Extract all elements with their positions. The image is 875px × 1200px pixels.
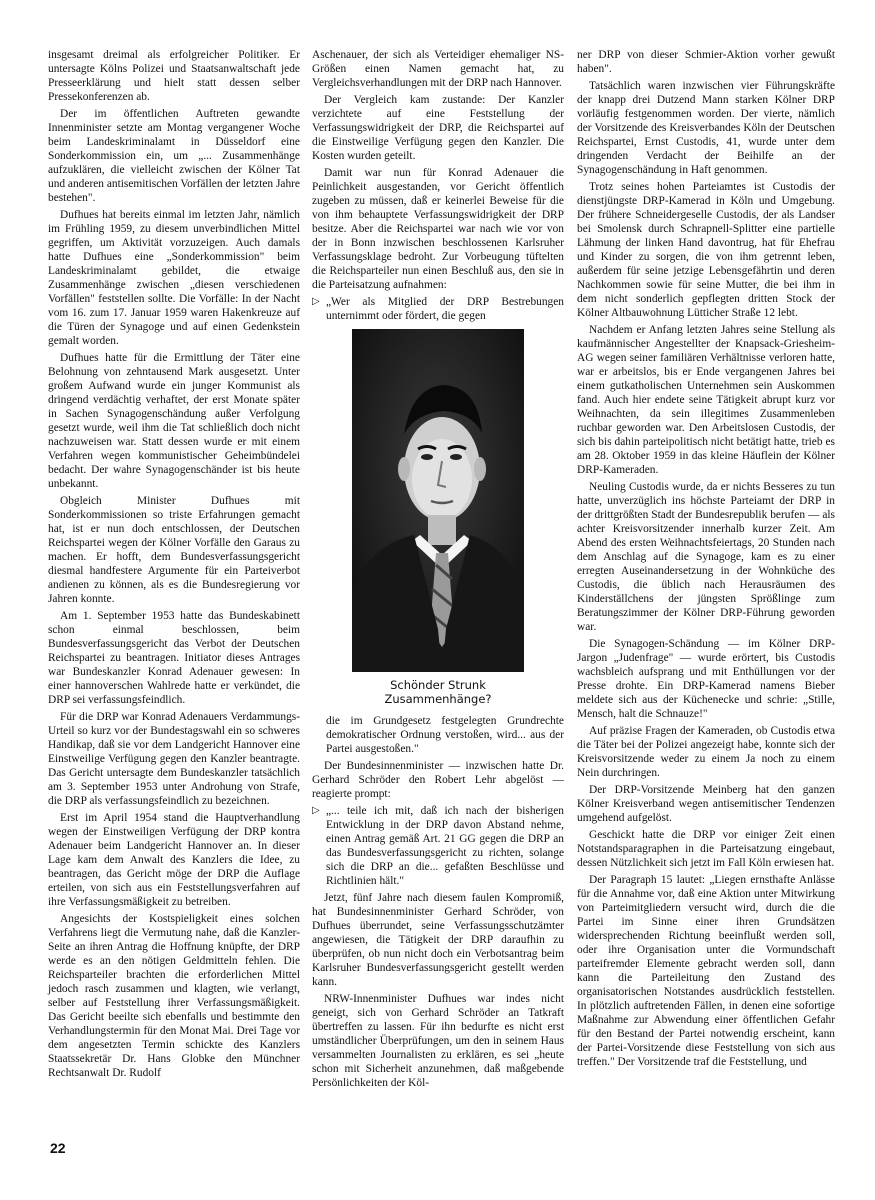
paragraph: Geschickt hatte die DRP vor einiger Zeit einen Notstandsparagraphen in die Parteisatzung eingebaut, dessen Nützlichkeit sich jetzt im Fall Köln erwiesen hat.: [577, 829, 835, 869]
paragraph: Erst im April 1954 stand die Hauptverhandlung wegen der Einstweiligen Verfügung der DRP kontra Adenauer beim Landgericht Hannover an. In dieser Lage kam dem Anwalt des Kanzlers die Idee, zu beantragen, das Gericht möge der DRP die Auflage erteilen, von sich aus ein Feststellungsverfahren auf ihre Verfassungsmäßigkeit zu betreiben.: [48, 812, 300, 908]
paragraph: ner DRP von dieser Schmier-Aktion vorher gewußt haben".: [577, 49, 835, 75]
paragraph: Der Bundesinnenminister — inzwischen hatte Dr. Gerhard Schröder den Robert Lehr abgelöst — reagierte prompt:: [312, 760, 564, 800]
paragraph: Obgleich Minister Dufhues mit Sonderkommissionen so triste Erfahrungen gemacht hat, ist er nun doch entschlossen, der Deutschen Reichspartei wegen der Kölner Vorfälle den Garaus zu machen. Er hofft, dem Bundesverfassungsgericht diesmal handfestere Argumente für ein Parteiverbot andienen zu können, als es die Bundesregierung vor Jahren konnte.: [48, 495, 300, 605]
paragraph: Jetzt, fünf Jahre nach diesem faulen Kompromiß, hat Bundesinnenminister Gerhard Schröder, von Dufhues überrundet, seine Verfassungsschutzämter angewiesen, die Tätigkeit der DRP daraufhin zu überprüfen, ob nun nicht doch ein Verbotsantrag beim Karlsruher Bundesverfassungsgericht gestellt werden kann.: [312, 892, 564, 988]
portrait-image: [352, 329, 524, 672]
paragraph: Der Paragraph 15 lautet: „Liegen ernsthafte Anlässe für die Annahme vor, daß eine Aktion unter Mitwirkung von Parteimitgliedern versucht wird, durch die die Partei im Sinne einer ihren Grundsätzen widersprechenden Richtung beeinflußt werden soll, oder ihre Organisation unter die Vormundschaft parteifremder Elemente gebracht werden soll, dann kann die Parteileitung den Zustand des organisatorischen Notstandes ausdrücklich feststellen. In plötzlich auftretenden Fällen, in denen eine sofortige Maßnahme zur Abwendung einer öffentlichen Gefahr für den Bestand der Partei notwendig erscheint, kann der Partei-Vorsitzende diese Feststellung von sich aus treffen." Der Vorsitzende traf die Feststellung, und: [577, 874, 835, 1068]
paragraph: Angesichts der Kostspieligkeit eines solchen Verfahrens liegt die Vermutung nahe, daß die Kanzler-Seite an ihren Antrag die Hoffnung knüpfte, der DRP werde es an den nötigen Geldmitteln fehlen. Die Reichsparteiler brachten die erforderlichen Mittel jedoch rasch zusammen und klagten, wie verlangt, selber auf Feststellung ihrer Verfassungsmäßigkeit. Das Gericht beeilte sich ebenfalls und bestimmte den Verhandlungstermin für den Monat Mai. Drei Tage vor dem angesetzten Termin schickte des Kanzlers Staatssekretär Dr. Hans Globke den Münchner Rechtsanwalt Dr. Rudolf: [48, 913, 300, 1079]
paragraph: Die Synagogen-Schändung — im Kölner DRP-Jargon „Judenfrage" — wurde erörtert, bis Custodis wachsbleich aufsprang und mit Enthüllungen vor der Presse drohte. Ein DRP-Kamerad namens Bieber meldete sich aus der Küchenecke und schrie: „Stille, Mensch, halt die Schnauze!": [577, 638, 835, 720]
paragraph: Der Vergleich kam zustande: Der Kanzler verzichtete auf eine Feststellung der Verfassungswidrigkeit der DRP, die Reichspartei auf die Einstweilige Verfügung gegen den Kanzler. Die Kosten wurden geteilt.: [312, 94, 564, 162]
paragraph: Am 1. September 1953 hatte das Bundeskabinett schon einmal beschlossen, beim Bundesverfassungsgericht das Verbot der Deutschen Reichspartei zu beantragen. Initiator dieses Antrages war Bundeskanzler Konrad Adenauer gewesen: In einer hannoverschen Wahlrede hatte er verkündet, die DRP sei verfassungsfeindlich.: [48, 610, 300, 706]
paragraph: die im Grundgesetz festgelegten Grundrechte demokratischer Ordnung verstoßen, wird... aus der Partei ausgestoßen.": [326, 715, 564, 755]
paragraph: Tatsächlich waren inzwischen vier Führungskräfte der knapp drei Dutzend Mann starken Kölner DRP vorläufig festgenommen worden. Der vierte, nämlich der Vorsitzende des Kreisverbandes Köln der Deutschen Reichspartei, Ernst Custodis, 41, wurde unter dem dringenden Verdacht der Beihilfe an der Synagogenschändung in Haft genommen.: [577, 80, 835, 176]
photo-caption: [352, 678, 524, 706]
paragraph: Dufhues hat bereits einmal im letzten Jahr, nämlich im Frühling 1959, zu diesem unverbindlichen Mittel gegriffen, um Aktivität vorzuzeigen. Auch damals hatte Dufhues eine „Sonderkommission" beim Landeskriminalamt gebildet, die etwaige Zusammenhänge zwischen „diesen verschiedenen Vorfällen" feststellen sollte. Die Vorfälle: In der Nacht vom 16. zum 17. Januar 1959 waren Hakenkreuze auf die Türen der Synagoge und auf einen Gedenkstein gemalt worden.: [48, 209, 300, 347]
paragraph: Der im öffentlichen Auftreten gewandte Innenminister setzte am Montag vergangener Woche beim Landeskriminalamt in Düsseldorf eine Sonderkommission ein, um „... Zusammenhänge aufzuklären, die vielleicht zwischen der Kölner Tat und anderen antisemitischen Vorfällen der letzten Jahre bestehen".: [48, 108, 300, 204]
column-2: [312, 48, 564, 1093]
column-3: [577, 48, 835, 1072]
portrait-illustration: [352, 329, 524, 672]
paragraph: Für die DRP war Konrad Adenauers Verdammungs-Urteil so kurz vor der Bundestagswahl ein so schweres Handikap, daß sie vor dem Landgericht Hannover eine Einstweilige Verfügung gegen den Kanzler beantragte. Das Gericht untersagte dem Bundeskanzler tatsächlich am 3. September 1953 unter Androhung von Strafe, die DRP als verfassungsfeindlich zu bezeichnen.: [48, 711, 300, 807]
paragraph: Dufhues hatte für die Ermittlung der Täter eine Belohnung von zehntausend Mark ausgesetzt. Unter großem Aufwand wurde ein junger Kommunist als dringend verdächtig verhaftet, der erst Monate später in Sachen Synagogenschändung außer Verfolgung gesetzt wurde, weil ihm die Tat schließlich doch nicht nachzuweisen war. Statt dessen wurde er mit einem Verfahren wegen kommunistischer Geheimbündelei bedacht. Der wahre Synagogenschänder ist bis heute unbekannt.: [48, 352, 300, 490]
paragraph: Neuling Custodis wurde, da er nichts Besseres zu tun hatte, unverzüglich ins höchste Parteiamt der DRP in der drittgrößten Stadt der Bundesrepublik berufen — als achter Kreisvorsitzender innerhalb kurzer Zeit. Am Abend des ersten Weihnachtsfeiertags, 20 Stunden nach dem Anschlag auf die Synagoge, kam es zu einer erregten Auseinandersetzung in der Wohnküche des Custodis, die üblich nach Herausräumen des Kinderställchens der jüngsten Sprößlinge zum Beratungszimmer der Kölner DRP-Führung geworden war.: [577, 481, 835, 633]
caption-line: Zusammenhänge?: [384, 692, 492, 706]
caption-line: Schönder Strunk: [390, 678, 486, 692]
paragraph: Damit war nun für Konrad Adenauer die Peinlichkeit ausgestanden, vor Gericht öffentlich zugeben zu müssen, daß er keinerlei Beweise für die von ihm behauptete Verfassungswidrigkeit der DRP besitze. Aber die Reichspartei war nach wie vor von der in Bonn inzwischen beschlossenen Karlsruher Verfassungsklage bedroht. Zur Vorbeugung tüftelten die Reichsparteiler nun einen Beschluß aus, den sie in die Parteisatzung aufnahmen:: [312, 167, 564, 291]
paragraph: Auf präzise Fragen der Kameraden, ob Custodis etwa die Täter bei der Polizei angezeigt habe, konnte sich der Kreisvorsitzende weder zu einem Ja noch zu einem Nein durchringen.: [577, 725, 835, 779]
paragraph: Trotz seines hohen Parteiamtes ist Custodis der dienstjüngste DRP-Kamerad in Köln und Umgebung. Der frühere Schneidergeselle Custodis, der als Landser bei Smolensk durch Schrapnell-Splitter eine partielle Lähmung der linken Hand davontrug, hat für Ehefrau und Kinder zu sorgen, die von ihm getrennt leben, außerdem für seine jetzige Lebensgefährtin und deren Nachkommen sowie für seine Mutter, die bei ihm in dem nicht sonderlich gepflegten dritten Stock der Kölner Altbauwohnung Lütticher Straße 12 lebt.: [577, 181, 835, 319]
paragraph: insgesamt dreimal als erfolgreicher Politiker. Er untersagte Kölns Polizei und Staatsanwaltschaft jede Presseerklärung und hielt statt dessen selber Pressekonferenzen ab.: [48, 49, 300, 103]
paragraph: Der DRP-Vorsitzende Meinberg hat den ganzen Kölner Kreisverband wegen antisemitischer Tendenzen umgehend aufgelöst.: [577, 784, 835, 824]
quote-paragraph: ▷ „... teile ich mit, daß ich nach der bisherigen Entwicklung in der DRP davon Abstand nehme, einen Antrag gemäß Art. 21 GG gegen die DRP an das Bundesverfassungsgericht zu richten, solange sich die DRP an die... gefaßten Beschlüsse und Richtlinien hält.": [312, 804, 564, 888]
paragraph: Nachdem er Anfang letzten Jahres seine Stellung als kaufmännischer Angestellter der Knapsack-Griesheim-AG wegen seiner familiären Verhältnisse verloren hatte, war er arbeitslos, bis er Ende vergangenen Jahres bei einem gutkatholischen Unternehmen sein Auskommen fand. Auch hier endete seine Tätigkeit abrupt kurz vor Weihnachten, da sein illegitimes Zusammenleben ruchbar geworden war. Den Arbeitslosen Custodis, der sich bis dahin parteipolitisch nicht betätigt hatte, trieb es am 28. Oktober 1959 in das kleine Häuflein der Kölner DRP-Kameraden.: [577, 324, 835, 476]
column-1: [48, 48, 300, 1083]
paragraph: NRW-Innenminister Dufhues war indes nicht geneigt, sich von Gerhard Schröder an Tatkraft übertreffen zu lassen. Für ihn bedurfte es nicht erst umständlicher Überprüfungen, um den in seinem Haus versammelten Journalisten zu erklären, es sei „heute schon mit Sicherheit anzunehmen, daß maßgebende Persönlichkeiten der Köl-: [312, 993, 564, 1089]
portrait-photo: [352, 329, 524, 706]
page-number: 22: [50, 1140, 66, 1156]
quote-paragraph: ▷ „Wer als Mitglied der DRP Bestrebungen unternimmt oder fördert, die gegen: [312, 295, 564, 323]
paragraph: Aschenauer, der sich als Verteidiger ehemaliger NS-Größen einen Namen gemacht hat, zu Vergleichsverhandlungen mit der DRP nach Hannover.: [312, 49, 564, 89]
